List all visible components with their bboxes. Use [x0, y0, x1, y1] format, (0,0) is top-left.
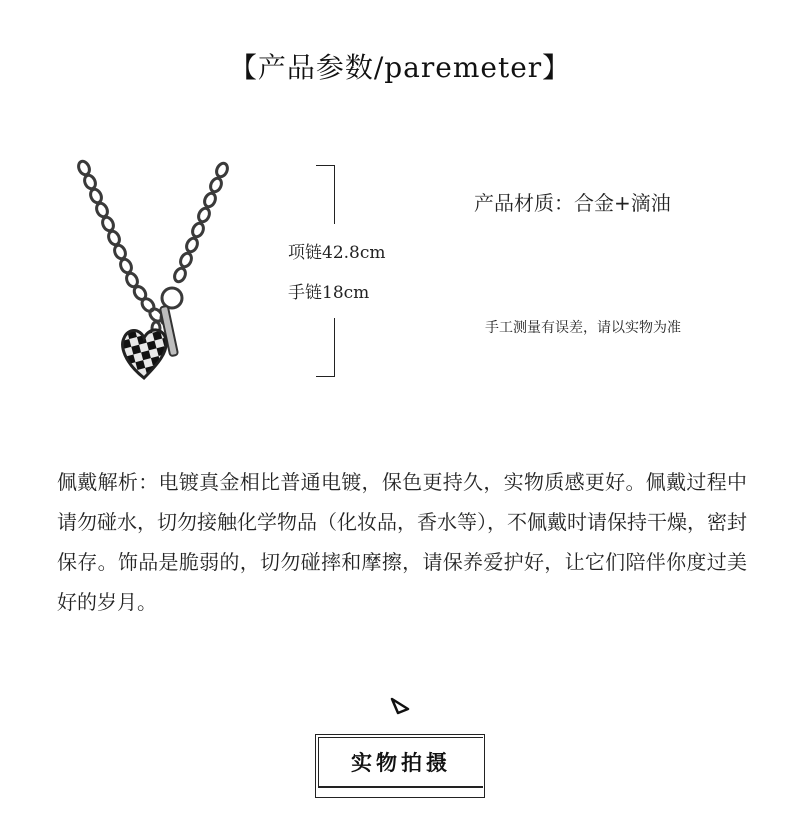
bracelet-length: 手链18cm — [288, 283, 370, 303]
real-photo-label: 实物拍摄 — [318, 737, 483, 788]
arrow-icon — [388, 694, 412, 718]
measurement-note: 手工测量有误差，请以实物为准 — [485, 320, 681, 336]
necklace-length: 项链42.8cm — [288, 243, 386, 263]
measure-bracket-top — [316, 165, 335, 224]
page-title: 【产品参数/paremeter】 — [228, 51, 572, 84]
measure-bracket-bottom — [316, 318, 335, 377]
care-description: 佩戴解析：电镀真金相比普通电镀，保色更持久，实物质感更好。佩戴过程中请勿碰水，切勿接触化学物品（化妆品，香水等），不佩戴时请保持干燥，密封保存。饰品是脆弱的，切勿碰摔和摩擦，请保养爱护好，让它们陪伴你度过美好的岁月。 — [57, 470, 747, 614]
material-text: 产品材质：合金+滴油 — [474, 191, 671, 215]
necklace-image — [70, 158, 240, 393]
